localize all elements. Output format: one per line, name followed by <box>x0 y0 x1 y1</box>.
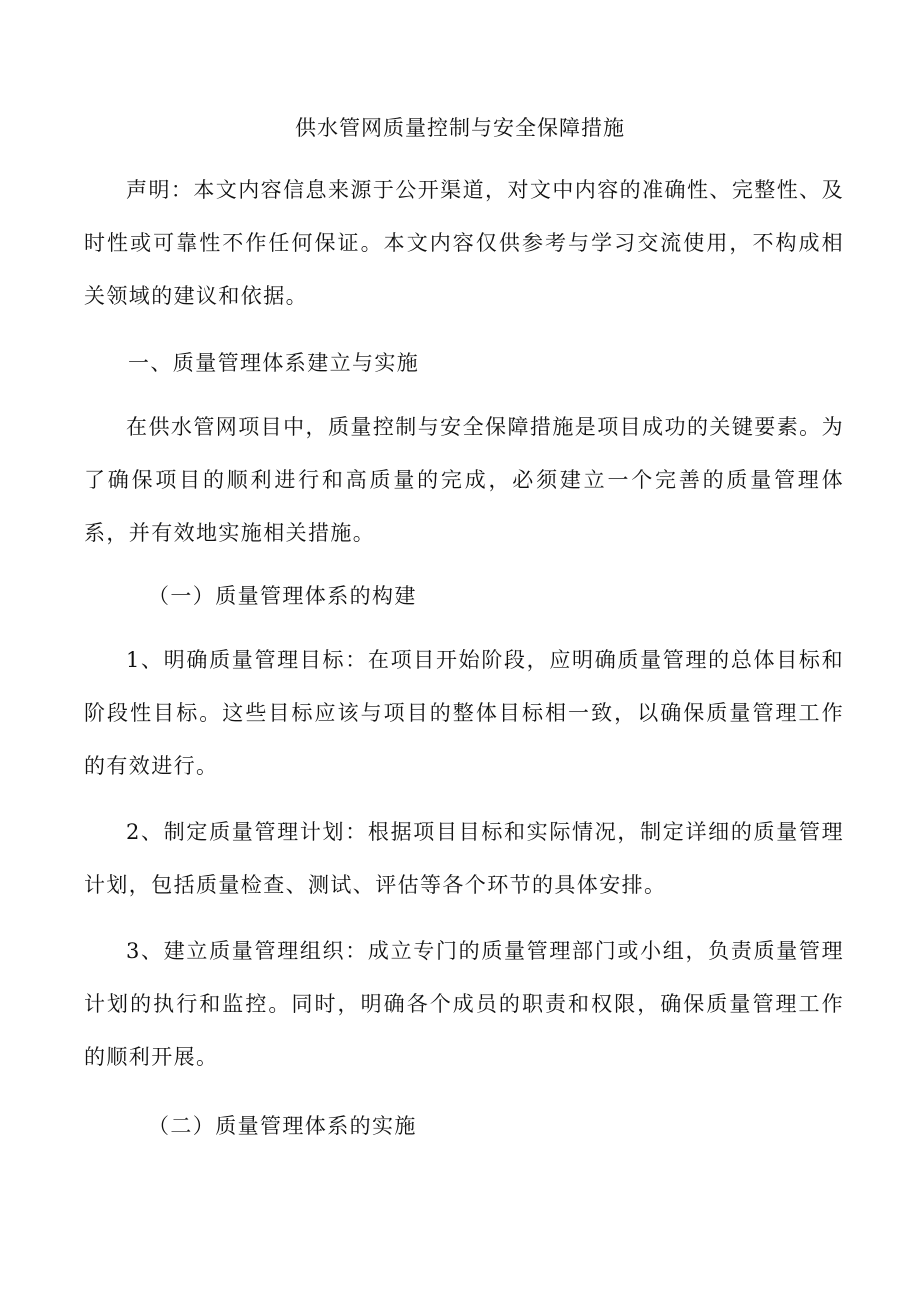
subsection-heading: （一）质量管理体系的构建 <box>148 584 417 608</box>
section-intro-paragraph: 在供水管网项目中，质量控制与安全保障措施是项目成功的关键要素。为了确保项目的顺利进行和高质量的完成，必须建立一个完善的质量管理体系，并有效地实施相关措施。 <box>84 415 844 545</box>
list-item: 2、制定质量管理计划：根据项目目标和实际情况，制定详细的质量管理计划，包括质量检查、测试、评估等各个环节的具体安排。 <box>84 820 844 897</box>
document-title: 供水管网质量控制与安全保障措施 <box>295 116 625 140</box>
list-item: 1、明确质量管理目标：在项目开始阶段，应明确质量管理的总体目标和阶段性目标。这些目标应该与项目的整体目标相一致，以确保质量管理工作的有效进行。 <box>84 648 844 778</box>
disclaimer-paragraph: 声明：本文内容信息来源于公开渠道，对文中内容的准确性、完整性、及时性或可靠性不作任何保证。本文内容仅供参考与学习交流使用，不构成相关领域的建议和依据。 <box>84 178 844 308</box>
subsection-heading: （二）质量管理体系的实施 <box>148 1114 417 1138</box>
section-heading: 一、质量管理体系建立与实施 <box>128 351 420 375</box>
list-item: 3、建立质量管理组织：成立专门的质量管理部门或小组，负责质量管理计划的执行和监控。同时，明确各个成员的职责和权限，确保质量管理工作的顺利开展。 <box>84 939 844 1069</box>
